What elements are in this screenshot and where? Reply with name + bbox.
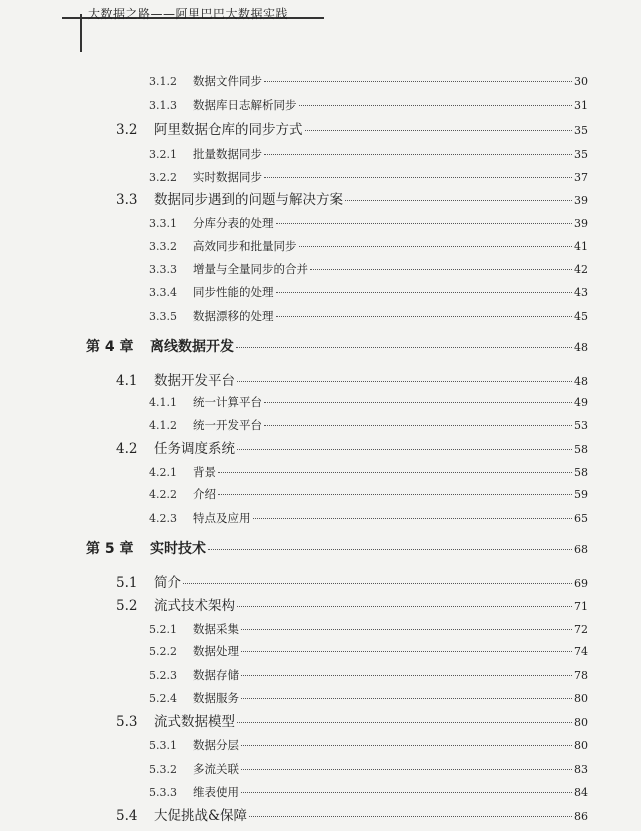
toc-number: 第 4 章 [86,339,134,355]
toc-title: 数据库日志解析同步 [193,98,297,112]
leader-dots [253,518,573,519]
toc-page-number: 39 [574,217,588,230]
toc-subsection [149,690,588,706]
toc-chapter [86,538,588,558]
toc-number: 4.2.3 [149,512,177,525]
toc-title: 高效同步和批量同步 [193,239,297,253]
leader-dots [241,698,572,699]
toc-subsection [149,97,588,113]
leader-dots [276,316,573,317]
toc-number: 5.4 [116,808,138,824]
toc-subsection [149,510,588,526]
toc-number: 3.3.1 [149,217,177,230]
leader-dots [249,816,572,817]
toc-title: 流式技术架构 [154,598,235,614]
leader-dots [241,745,572,746]
toc-page-number: 59 [574,488,588,501]
toc-section [116,118,588,138]
toc-section [116,437,588,457]
toc-title: 增量与全量同步的合并 [193,262,308,276]
toc-title: 介绍 [193,487,216,501]
toc-number: 5.2.3 [149,669,177,682]
toc-page-number: 30 [574,75,588,88]
leader-dots [237,722,572,723]
toc-number: 5.3.2 [149,763,177,776]
leader-dots [305,130,573,131]
toc-number: 5.1 [116,575,138,591]
toc-number: 4.1 [116,373,138,389]
leader-dots [236,347,572,348]
toc-number: 3.3.4 [149,286,177,299]
leader-dots [208,549,572,550]
toc-page-number: 80 [574,692,588,705]
toc-number: 4.2 [116,441,138,457]
toc-title: 统一开发平台 [193,418,262,432]
toc-number: 5.3.1 [149,739,177,752]
running-header-title: 大数据之路——阿里巴巴大数据实践 [88,7,289,21]
leader-dots [345,200,572,201]
toc-title: 流式数据模型 [154,714,235,730]
toc-page-number: 78 [574,669,588,682]
toc-subsection [149,146,588,162]
toc-number: 4.2.2 [149,488,177,501]
toc-title: 实时数据同步 [193,170,262,184]
toc-subsection [149,464,588,480]
toc-subsection [149,261,588,277]
toc-number: 5.2 [116,598,138,614]
leader-dots [237,449,572,450]
toc-title: 简介 [154,575,181,591]
leader-dots [264,425,572,426]
toc-number: 3.2.1 [149,148,177,161]
toc-page-number: 41 [574,240,588,253]
toc-subsection [149,737,588,753]
toc-page-number: 35 [574,124,588,137]
toc-title: 数据采集 [193,622,239,636]
toc-subsection [149,667,588,683]
toc-page-number: 43 [574,286,588,299]
toc-number: 5.2.2 [149,645,177,658]
leader-dots [218,494,572,495]
toc-title: 统一计算平台 [193,395,262,409]
toc-page-number: 72 [574,623,588,636]
toc-number: 5.2.4 [149,692,177,705]
toc-section [116,571,588,591]
toc-number: 5.3.3 [149,786,177,799]
leader-dots [241,651,572,652]
leader-dots [241,792,572,793]
leader-dots [264,154,572,155]
toc-subsection [149,761,588,777]
toc-number: 5.3 [116,714,138,730]
toc-page-number: 65 [574,512,588,525]
toc-title: 数据服务 [193,691,239,705]
toc-title: 阿里数据仓库的同步方式 [154,122,303,138]
toc-number: 3.3.5 [149,310,177,323]
leader-dots [276,223,573,224]
toc-title: 分库分表的处理 [193,216,274,230]
toc-section [116,594,588,614]
toc-page-number: 68 [574,543,588,556]
toc-title: 维表使用 [193,785,239,799]
toc-number: 3.3.2 [149,240,177,253]
leader-dots [183,583,572,584]
toc-number: 5.2.1 [149,623,177,636]
toc-subsection [149,394,588,410]
toc-title: 数据漂移的处理 [193,309,274,323]
toc-title: 特点及应用 [193,511,251,525]
toc-number: 4.1.1 [149,396,177,409]
toc-page-number: 80 [574,716,588,729]
toc-title: 离线数据开发 [150,339,234,355]
toc-page-number: 35 [574,148,588,161]
toc-title: 数据同步遇到的问题与解决方案 [154,192,343,208]
toc-chapter [86,336,588,356]
toc-subsection [149,643,588,659]
toc-page-number: 48 [574,375,588,388]
leader-dots [264,81,572,82]
toc-subsection [149,284,588,300]
toc-number: 3.2.2 [149,171,177,184]
toc-title: 同步性能的处理 [193,285,274,299]
toc-page-number: 48 [574,341,588,354]
toc-page-number: 31 [574,99,588,112]
leader-dots [276,292,573,293]
leader-dots [241,629,572,630]
toc-page-number: 80 [574,739,588,752]
toc-page-number: 69 [574,577,588,590]
toc-number: 3.1.2 [149,75,177,88]
toc-subsection [149,621,588,637]
toc-title: 数据开发平台 [154,373,235,389]
toc-page-number: 71 [574,600,588,613]
toc-page-number: 53 [574,419,588,432]
toc-title: 大促挑战&保障 [154,808,248,824]
leader-dots [299,105,573,106]
toc-number: 3.2 [116,122,138,138]
leader-dots [264,177,572,178]
toc-title: 数据处理 [193,644,239,658]
toc-subsection [149,238,588,254]
toc-subsection [149,486,588,502]
toc-page-number: 58 [574,466,588,479]
toc-title: 背景 [193,465,216,479]
toc-title: 批量数据同步 [193,147,262,161]
toc-section [116,188,588,208]
toc-title: 任务调度系统 [154,441,235,457]
leader-dots [237,381,572,382]
leader-dots [237,606,572,607]
toc-page-number: 37 [574,171,588,184]
toc-subsection [149,308,588,324]
toc-page-number: 58 [574,443,588,456]
leader-dots [310,269,572,270]
toc-title: 数据分层 [193,738,239,752]
leader-dots [218,472,572,473]
toc-title: 数据文件同步 [193,74,262,88]
toc-subsection [149,784,588,800]
toc-page-number: 84 [574,786,588,799]
leader-dots [241,675,572,676]
toc-page-number: 39 [574,194,588,207]
toc-number: 第 5 章 [86,541,134,557]
toc-subsection [149,417,588,433]
toc-number: 4.2.1 [149,466,177,479]
toc-number: 4.1.2 [149,419,177,432]
toc-title: 实时技术 [150,541,206,557]
toc-section [116,710,588,730]
toc-page-number: 83 [574,763,588,776]
toc-section [116,804,588,824]
toc-subsection [149,73,588,89]
toc-page-number: 42 [574,263,588,276]
toc-subsection [149,169,588,185]
toc-number: 3.3 [116,192,138,208]
header-vertical-rule [80,14,82,52]
leader-dots [299,246,573,247]
toc-section [116,369,588,389]
leader-dots [264,402,572,403]
toc-subsection [149,215,588,231]
toc-page-number: 74 [574,645,588,658]
toc-page-number: 45 [574,310,588,323]
leader-dots [241,769,572,770]
toc-number: 3.3.3 [149,263,177,276]
toc-page-number: 86 [574,810,588,823]
toc-title: 多流关联 [193,762,239,776]
toc-title: 数据存储 [193,668,239,682]
toc-page-number: 49 [574,396,588,409]
toc-number: 3.1.3 [149,99,177,112]
